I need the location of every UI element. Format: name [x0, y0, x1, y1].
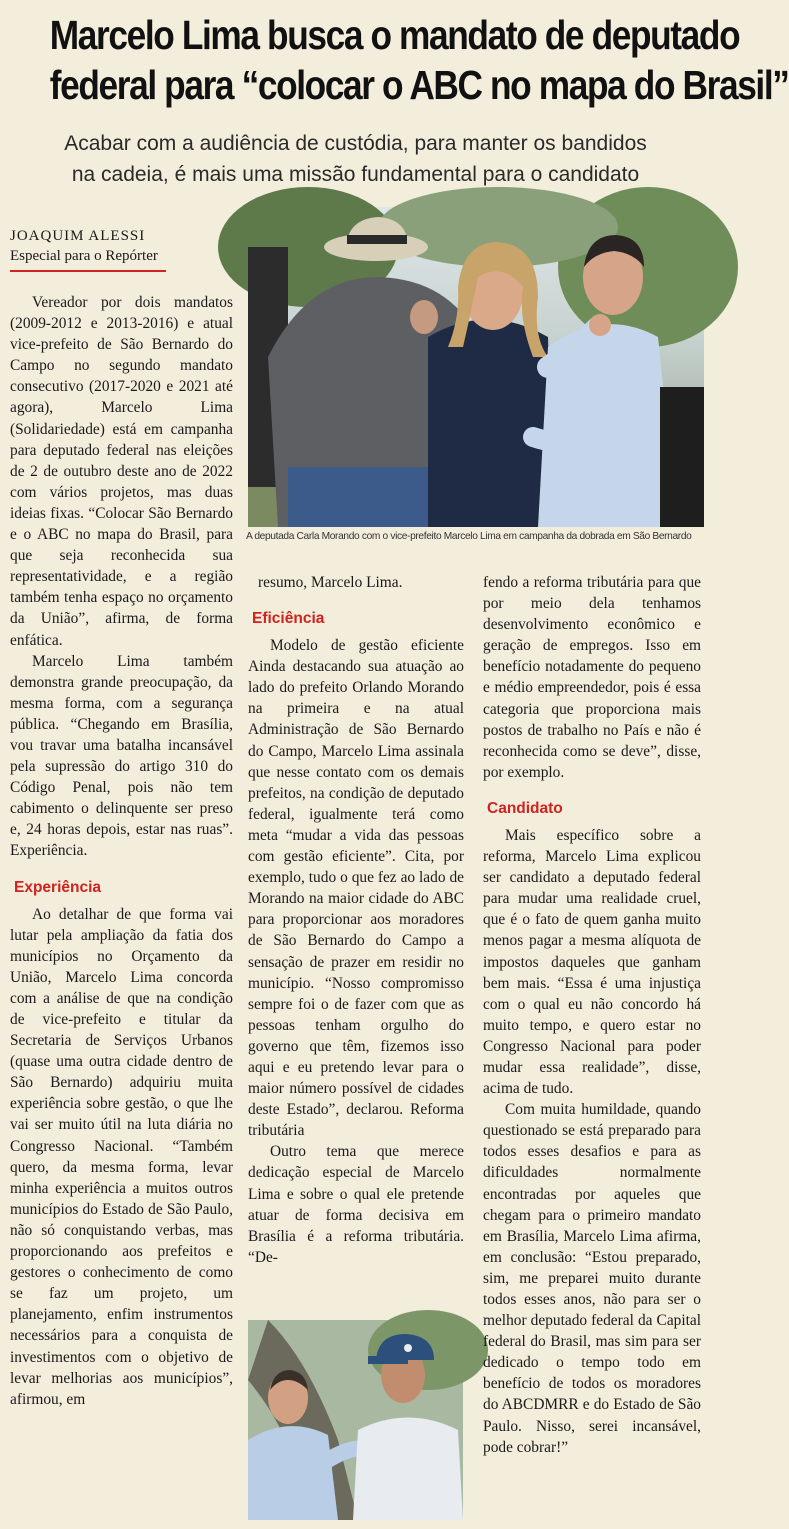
article-column-1 — [10, 292, 233, 1410]
paragraph: Marcelo Lima também demonstra grande preocupação, da mesma forma, com a segurança pública. “Chegando em Brasília, vou travar uma batalha incansável pela supressão do artigo 310 do Código Penal, pois não tem cabimento o delinquente ser preso e, 24 horas depois, estar nas ruas”. Experiência. — [10, 652, 233, 860]
headline-line-2: federal para “colocar o ABC no mapa do Brasil” — [49, 62, 789, 108]
paragraph: Outro tema que merece dedicação especial de Marcelo Lima e sobre o qual ele pretende atuar de forma decisiva em Brasília é a reforma tributária. “De- — [248, 1143, 464, 1266]
main-photo — [248, 207, 704, 527]
section-heading-candidato: Candidato — [487, 799, 563, 817]
byline-role: Especial para o Repórter — [10, 246, 166, 272]
paragraph: Vereador por dois mandatos (2009-2012 e 2013-2016) e atual vice-prefeito de São Bernardo do Campo no segundo mandato consecutivo (2017-2020 e 2021 até agora), Marcelo Lima (Solidariedade) está em campanha para deputado federal nas eleições de 2 de outubro deste ano de 2022 com vários projetos, mas duas ideias fixas. “Colocar São Bernardo e o ABC no mapa do Brasil, para que seja reconhecida sua representatividade, e a região também tenha espaço no orçamento da União”, afirma, de forma enfática. — [10, 294, 233, 649]
paragraph: Mais específico sobre a reforma, Marcelo Lima explicou ser candidato a deputado federal para mudar uma realidade cruel, que é o fato de quem ganha muito menos pagar a mesma alíquota de impostos daqueles que ganham bem mais. “Essa é uma injustiça com o qual eu não concordo há muito tempo, e quero estar no Congresso Nacional para poder mudar essa realidade”, disse, acima de tudo. — [483, 826, 701, 1098]
headline — [49, 10, 789, 110]
subheadline-line-1: Acabar com a audiência de custódia, para manter os bandidos — [64, 132, 647, 155]
paragraph: Modelo de gestão eficiente Ainda destacando sua atuação ao lado do prefeito Orlando Morando na primeira e na atual Administração de São Bernardo do Campo, Marcelo Lima assinala que nesse contato com os demais prefeitos, na condição de deputado federal, igualmente terá como meta “mudar a vida das pessoas com gestão eficiente”. Cita, por exemplo, tudo o que fez ao lado de Morando na maior cidade do ABC para proporcionar aos moradores de São Bernardo do Campo a sensação de prazer em residir no município. “Nosso compromisso sempre foi o de fazer com que as pessoas tenham orgulho do governo que têm, fizemos isso aqui e eu pretendo levar para o maior número possível de cidades deste Estado”, declarou. Reforma tributária — [248, 637, 464, 1140]
secondary-photo-illustration — [248, 1320, 463, 1520]
byline-author: JOAQUIM ALESSI — [10, 228, 146, 244]
secondary-photo — [248, 1320, 463, 1520]
paragraph: Ao detalhar de que forma vai lutar pela ampliação da fatia dos municípios no Orçamento da União, Marcelo Lima concorda com a análise de que na condição de vice-prefeito e titular da Secretaria de Serviços Urbanos (quase uma outra cidade dentro de São Bernardo) adquiriu muita experiência sobre gestão, o que lhe vai ser muito útil na luta diária no Congresso Nacional. “Também quero, da mesma forma, levar minha experiência a muitos outros municípios do Estado de São Paulo, não só conquistando verbas, mas proporcionando aos prefeitos e gestores o conhecimento de como se faz um projeto, um planejamento, enfim instrumentos necessários para a conquista de investimentos com o objetivo de levar melhorias aos municípios”, afirmou, em — [10, 905, 233, 1408]
paragraph: resumo, Marcelo Lima. — [258, 574, 403, 591]
headline-line-1: Marcelo Lima busca o mandato de deputado — [49, 12, 740, 58]
paragraph: fendo a reforma tributária para que por meio dela tenhamos desenvolvimento econômico e geração de empregos. Isso em benefício notadamente do pequeno e médio empreendedor, pois é essa categoria que proporciona mais postos de trabalho no País e não é reconhecida como se deve”, disse, por exemplo. — [483, 574, 701, 781]
photo-caption: A deputada Carla Morando com o vice-prefeito Marcelo Lima em campanha da dobrada em São Bernardo — [246, 531, 692, 542]
byline — [10, 226, 190, 272]
article-column-3 — [483, 572, 701, 1458]
subheadline — [0, 128, 711, 190]
paragraph: Com muita humildade, quando questionado se está preparado para todos esses desafios e para as dificuldades normalmente encontradas por aqueles que chegam para o primeiro mandato em Brasília, Marcelo Lima afirma, em conclusão: “Estou preparado, sim, me preparei muito durante todos esses anos, não para ser o melhor deputado federal da Capital federal do Brasil, mas sim para ser dedicado o tempo todo em benefício de todos os moradores do ABCDMRR e do Estado de São Paulo. Nisso, serei incansável, pode cobrar!” — [483, 1101, 701, 1456]
section-heading-eficiencia: Eficiência — [252, 610, 325, 628]
article-column-2 — [248, 572, 464, 1268]
subheadline-line-2: na cadeia, é mais uma missão fundamental para o candidato — [71, 163, 640, 186]
main-photo-illustration — [248, 207, 704, 527]
section-heading-experiencia: Experiência — [14, 878, 102, 896]
